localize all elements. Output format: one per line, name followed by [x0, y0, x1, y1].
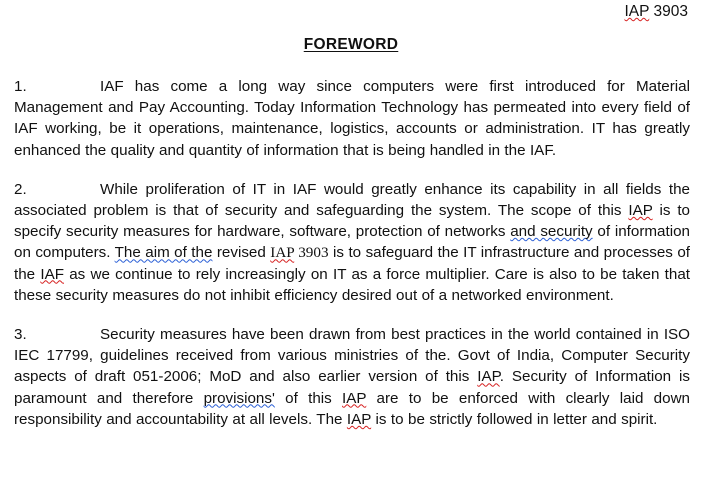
- paragraph-text: of information on computers.: [14, 223, 690, 262]
- paragraph-text: is to be strictly followed in letter and spirit.: [371, 410, 658, 428]
- paragraph-text: Security measures have been drawn from best practices in the world contained in ISO IEC 17799, guidelines received from various ministries of the. Govt of India, Computer Security aspects of draft 051-2006; MoD and also earlier version of this: [14, 326, 690, 386]
- grammar-error-text: The aim of the: [114, 244, 213, 262]
- paragraph-text: is to safeguard the IT infrastructure and processes of the: [14, 244, 690, 283]
- paragraph-number: 3.: [14, 326, 27, 344]
- paragraph-text: of this: [274, 389, 343, 407]
- paragraph: [14, 324, 690, 430]
- document-reference-number: 3903: [649, 3, 688, 20]
- grammar-error-text: provisions': [203, 389, 275, 407]
- paragraph-text: IAF has come a long way since computers were first introduced for Material Management and Pay Accounting. Today Information Technology has permeated into every field of IAF working, be it operations, maintenance, logistics, accounts or administration. IT has greatly enhanced the quality and quantity of information that is being handled in the IAF.: [14, 78, 690, 159]
- paragraph: [14, 179, 690, 306]
- page-title: FOREWORD: [303, 36, 399, 53]
- spelling-error-text: IAP: [346, 410, 372, 428]
- grammar-error-text: and security: [510, 223, 593, 241]
- spelling-error-text: IAP: [477, 368, 500, 386]
- paragraph-text: is to specify security measures for hardware, software, protection of networks: [14, 202, 690, 241]
- document-reference-header: [0, 2, 688, 22]
- paragraph-text: revised: [212, 244, 271, 262]
- paragraph-text: 3903: [294, 244, 329, 262]
- paragraph-number: 1.: [14, 78, 27, 95]
- paragraph-number: 2.: [14, 180, 27, 198]
- paragraph: [14, 76, 690, 161]
- document-reference-code: IAP: [624, 3, 650, 20]
- paragraph-text: . Security of Information is paramount and therefore: [14, 368, 690, 407]
- spelling-error-text: IAP: [270, 244, 295, 262]
- spelling-error-text: IAP: [628, 202, 653, 220]
- paragraph-text: While proliferation of IT in IAF would greatly enhance its capability in all fields the associated problem is that of security and safeguarding the system. The scope of this: [14, 180, 690, 220]
- spelling-error-text: IAF: [40, 265, 64, 283]
- spelling-error-text: IAP: [342, 389, 367, 407]
- document-body: [14, 76, 690, 430]
- paragraph-text: as we continue to rely increasingly on IT as a force multiplier. Care is also to be taken that these security measures do not inhibit efficiency desired out of a networked environment.: [14, 265, 690, 304]
- paragraph-text: are to be enforced with clearly laid down responsibility and accountability at all levels. The: [14, 389, 690, 428]
